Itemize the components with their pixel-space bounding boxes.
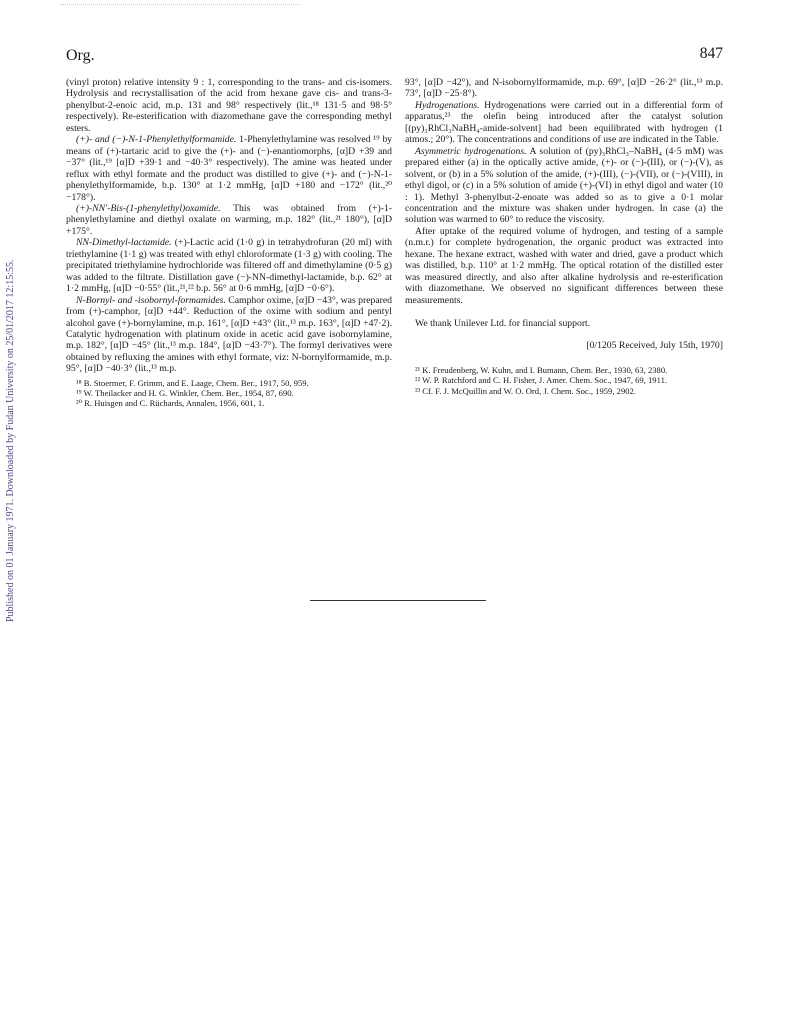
- paragraph-isomers: (vinyl proton) relative intensity 9 : 1, corresponding to the trans- and cis-isomers. Hydrolysis and recrystallisation of the acid from hexane gave cis- and trans-3-phenylbut-2-enoic acid, m.p. 131 and 98° respectively (lit.,¹⁸ 131·5 and 98·5° respectively). Re-esterification with diazomethane gave the corresponding methyl esters.: [66, 77, 392, 134]
- paragraph-phenylethylformamide: [66, 134, 392, 203]
- left-column: [66, 77, 392, 409]
- section-title-lactamide: NN-Dimethyl-lactamide.: [76, 237, 172, 249]
- section-title-oxamide: (+)-NN′-Bis-(1-phenylethyl)oxamide.: [76, 202, 221, 214]
- footnote-reference: ²⁰ R. Huisgen and C. Rüchards, Annalen, 1956, 601, 1.: [76, 398, 265, 409]
- section-title-phenylethylformamide: (+)- and (−)-N-1-Phenylethylformamide.: [76, 134, 237, 146]
- section-title-asymmetric-hydrogenations: Asymmetric hydrogenations.: [415, 145, 527, 157]
- footnote-reference: ²¹ K. Freudenberg, W. Kuhn, and I. Bumann, Chem. Ber., 1930, 63, 2380.: [415, 364, 668, 375]
- end-of-article-rule: [310, 600, 486, 601]
- paragraph-body: Camphor oxime, [α]D −43°, was prepared from (+)-camphor, [α]D +44°. Reduction of the oxime with sodium and pentyl alcohol gave (+)-bornylamine, m.p. 161°, [α]D +43° (lit.,¹³ m.p. 163°, [α]D +47·2). Catalytic hydrogenation with platinum oxide in acetic acid gave isobornylamine, m.p. 182°, [α]D −45° (lit.,¹³ m.p. 184°, [α]D −43·7°). The formyl derivatives were obtained by refluxing the amines with ethyl formate, viz: N-bornylformamide, m.p. 95°, [α]D −40·3° (lit.,¹³ m.p.: [66, 294, 393, 375]
- footnote-reference: ¹⁸ B. Stoermer, F. Grimm, and E. Laage, Chem. Ber., 1917, 50, 959.: [76, 377, 309, 388]
- paragraph-body: Hydrogenations were carried out in a differential form of apparatus,²³ the olefin being introduced after the catalyst solution [(py)₃RhCl₃NaBH₄-amide-solvent] had been equilibrated with hydrogen (1 atmos.; 20°). The concentrations and conditions of use are indicated in the Table.: [405, 99, 724, 146]
- received-date: [0/1205 Received, July 15th, 1970]: [586, 339, 723, 351]
- acknowledgement: We thank Unilever Ltd. for financial support.: [415, 318, 591, 330]
- paragraph-oxamide: [66, 203, 392, 237]
- section-title-formamides: N-Bornyl- and -isobornyl-formamides.: [76, 294, 226, 306]
- footnote-reference: ²³ Cf. F. J. McQuillin and W. O. Ord, J. Chem. Soc., 1959, 2902.: [415, 385, 636, 396]
- journal-section-heading: Org.: [66, 47, 95, 64]
- paragraph-asymmetric-hydrogenations: [405, 146, 723, 226]
- footnote-reference: ¹⁹ W. Theilacker and H. G. Winkler, Chem. Ber., 1954, 87, 690.: [76, 388, 294, 399]
- page-number: 847: [699, 45, 723, 62]
- top-margin-dots: [60, 4, 300, 5]
- footnote-reference: ²² W. P. Ratchford and C. H. Fisher, J. Amer. Chem. Soc., 1947, 69, 1911.: [415, 375, 668, 386]
- right-column: [405, 77, 723, 396]
- paragraph-body: A solution of (py)₃RhCl₃–NaBH₄ (4·5 mM) was prepared either (a) in the optically active amide, (+)- or (−)-(III), or (−)-(V), as solvent, or (b) in a 5% solution of the amide, (+)-(III), (−)-(VII), or (−)-(VIII), in ethyl digol, or (c) in a 5% solution of amide (+)-(VI) in ethyl digol and water (10 : 1). Methyl 3-phenylbut-2-enoate was added so as to give a 0·1 molar concentration and the mixture was shaken under hydrogen. In case (a) the solution was warmed to 60° to reduce the viscosity.: [405, 145, 723, 226]
- paragraph-body: (+)-Lactic acid (1·0 g) in tetrahydrofuran (20 ml) with triethylamine (1·1 g) was treated with ethyl chloroformate (1·3 g) with cooling. The precipitated triethylamine hydrochloride was filtered off and dimethylamine (0·5 g) was added to the filtrate. Distillation gave (−)-NN-dimethyl-lactamide, b.p. 62° at 1·2 mmHg, [α]D −0·55° (lit.,²¹,²² b.p. 56° at 0·6 mmHg, [α]D −0·6°).: [66, 237, 393, 295]
- paragraph-formamides: [66, 295, 392, 375]
- paragraph-lactamide: [66, 237, 392, 294]
- paragraph-hydrogenations: [405, 100, 723, 146]
- download-watermark-link[interactable]: Published on 01 January 1971. Downloaded by Fudan University on 25/01/2017 12:15:55.: [5, 259, 16, 622]
- paragraph-isobornylformamide: 93°, [α]D −42°), and N-isobornylformamide, m.p. 69°, [α]D −26·2° (lit.,¹³ m.p. 73°, [α]D −25·8°).: [405, 77, 723, 100]
- paragraph-body: This was obtained from (+)-1-phenylethylamine and diethyl oxalate on warming, m.p. 182° (lit.,²¹ 180°), [α]D +175°.: [66, 202, 392, 237]
- footnote-block: [405, 365, 723, 396]
- paragraph-workup: After uptake of the required volume of hydrogen, and testing of a sample (n.m.r.) for complete hydrogenation, the organic product was extracted into hexane. The hexane extract, washed with water and dried, gave a product which was distilled, b.p. 110° at 1·2 mmHg. The optical rotation of the distilled ester was measured directly, and also after alkaline hydrolysis and re-esterification with diazomethane. We observed no significant differences between these measurements.: [405, 225, 723, 306]
- paragraph-body: 1-Phenylethylamine was resolved ¹⁹ by means of (+)-tartaric acid to give the (+)- and (−)-enantiomorphs, [α]D +39 and −37° (lit.,¹⁹ [α]D +39·1 and −40·3° respectively). The amine was heated under reflux with ethyl formate and the product was distilled to give (+)- and (−)-N-1-phenylethylformamide, b.p. 130° at 1·2 mmHg, [α]D +180 and −172° (lit.,²⁰ −178°).: [66, 134, 393, 203]
- section-title-hydrogenations: Hydrogenations.: [415, 99, 480, 111]
